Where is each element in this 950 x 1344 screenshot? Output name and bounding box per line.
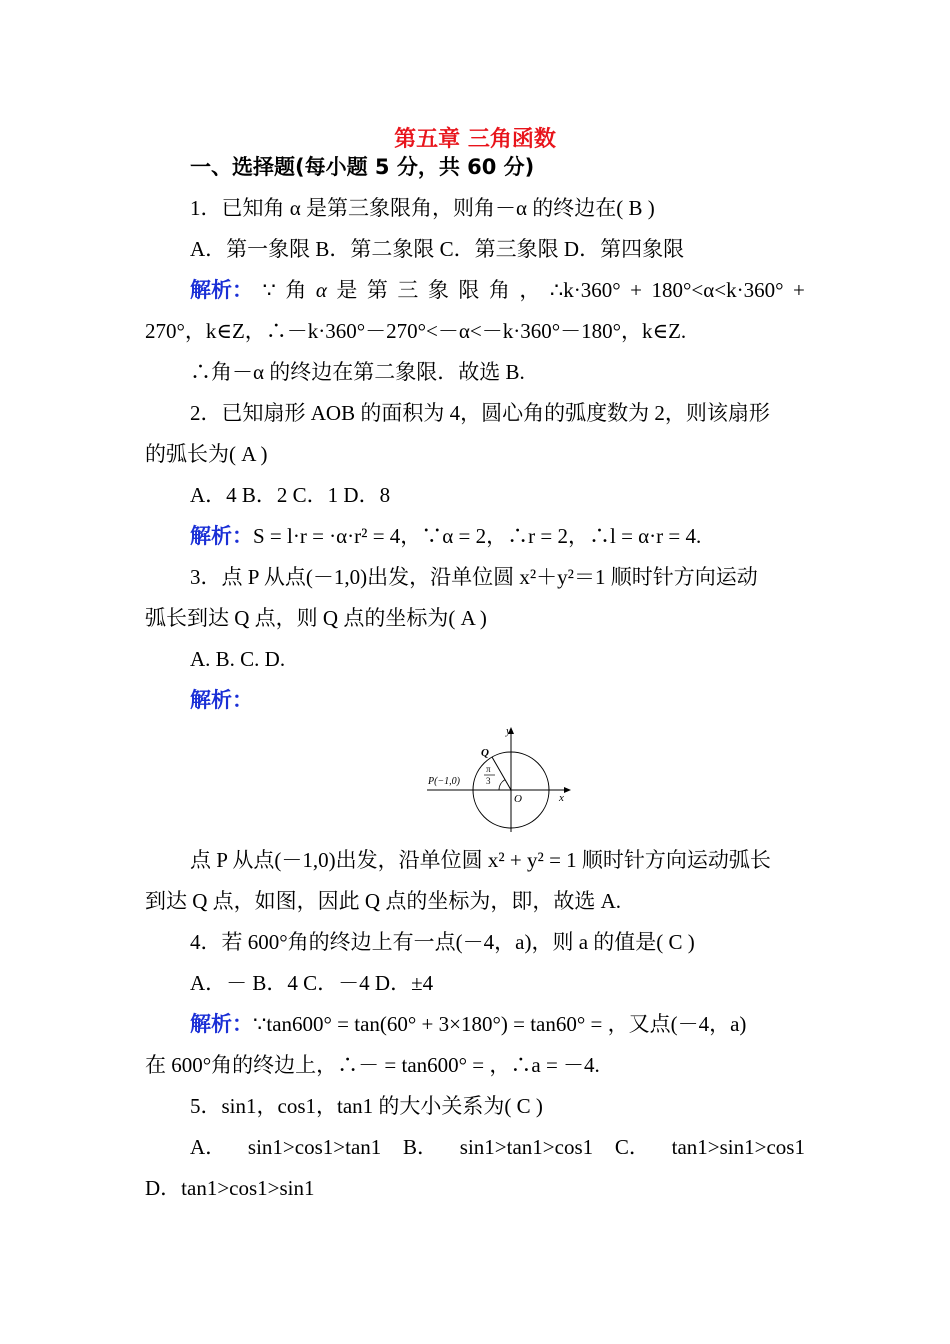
q4-solution-line1 — [190, 1009, 746, 1039]
q3-solution-line1: 点 P 从点(－1,0)出发，沿单位圆 x² + y² = 1 顺时针方向运动弧长 — [190, 848, 771, 872]
sol-token: 三 — [397, 278, 419, 302]
q2-options: A．4 B．2 C．1 D．8 — [190, 483, 391, 507]
sol-token: 角 — [285, 278, 307, 302]
solution-label: 解析： — [190, 688, 253, 712]
q-point-label: Q — [481, 747, 489, 759]
option-text: sin1>tan1>cos1 — [459, 1135, 594, 1159]
q3-solution-label — [190, 685, 253, 715]
unit-circle-figure — [425, 722, 575, 834]
radius-oq — [492, 757, 511, 790]
q1-options: A．第一象限 B．第二象限 C．第三象限 D．第四象限 — [190, 237, 685, 261]
solution-label: 解析： — [190, 1012, 253, 1036]
chapter-title: 第五章 三角函数 — [394, 127, 556, 152]
option-letter: C． — [614, 1135, 650, 1159]
q5-stem: 5．sin1，cos1，tan1 的大小关系为( C ) — [190, 1094, 543, 1118]
sol-token: + — [793, 278, 805, 302]
q4-solution-line2: 在 600°角的终边上，∴－ = tan600° = ，∴a = －4. — [145, 1053, 600, 1077]
q3-options: A. B. C. D. — [190, 647, 286, 671]
x-axis-label: x — [559, 792, 564, 804]
q3-stem-line2: 弧长到达 Q 点，则 Q 点的坐标为( A ) — [145, 606, 487, 630]
q5-options-line1 — [190, 1132, 805, 1162]
sol-token: + — [630, 278, 643, 302]
angle-numerator: π — [486, 764, 491, 774]
angle-denominator: 3 — [486, 776, 491, 786]
y-axis-label: y — [506, 725, 511, 737]
q1-solution-line3: ∴角－α 的终边在第二象限．故选 B. — [190, 360, 525, 384]
q4-solution-text: ∵tan600° = tan(60° + 3×180°) = tan60° = ，又点(－4，a) — [253, 1012, 747, 1036]
q2-solution-text: S = l·r = ·α·r² = 4，∵α = 2，∴r = 2，∴l = α·r = 4. — [253, 524, 702, 548]
option-letter: A． — [190, 1135, 227, 1159]
q2-stem-line1: 2．已知扇形 AOB 的面积为 4，圆心角的弧度数为 2，则该扇形 — [190, 401, 770, 425]
sol-token: ， — [519, 278, 541, 302]
origin-label: O — [514, 793, 522, 805]
q4-stem: 4．若 600°角的终边上有一点(－4，a)，则 a 的值是( C ) — [190, 930, 695, 954]
option-letter: B． — [403, 1135, 439, 1159]
solution-label: 解析： — [190, 278, 253, 302]
q1-solution-line2: 270°，k∈Z，∴－k·360°－270°<－α<－k·360°－180°，k∈Z. — [145, 319, 687, 343]
sol-token: 180°<α<k·360° — [651, 278, 784, 302]
q3-stem-line1: 3．点 P 从点(－1,0)出发，沿单位圆 x²＋y²＝1 顺时针方向运动 — [190, 565, 758, 589]
q2-stem-line2: 的弧长为( A ) — [145, 442, 268, 466]
section-heading: 一、选择题(每小题 5 分，共 60 分) — [190, 155, 535, 179]
sol-token: 第 — [366, 278, 388, 302]
sol-token: 限 — [458, 278, 480, 302]
sol-token: 是 — [336, 278, 358, 302]
sol-token: ∵ — [262, 278, 276, 302]
x-axis-arrow — [564, 787, 571, 793]
angle-arc — [499, 780, 505, 790]
q1-stem: 1．已知角 α 是第三象限角，则角－α 的终边在( B ) — [190, 196, 655, 220]
q4-options: A．－ B．4 C．－4 D．±4 — [190, 971, 434, 995]
sol-token: 象 — [427, 278, 449, 302]
solution-label: 解析： — [190, 524, 253, 548]
sol-token: 角 — [488, 278, 510, 302]
sol-token: α — [315, 278, 327, 302]
q3-solution-line2: 到达 Q 点，如图，因此 Q 点的坐标为，即，故选 A. — [145, 889, 621, 913]
sol-token: ∴k·360° — [549, 278, 621, 302]
q5-options-line2: D．tan1>cos1>sin1 — [145, 1176, 315, 1200]
p-point-label: P(−1,0) — [428, 776, 461, 787]
option-text: tan1>sin1>cos1 — [671, 1135, 805, 1159]
q1-solution-line1 — [190, 275, 805, 305]
q2-solution — [190, 521, 701, 551]
option-text: sin1>cos1>tan1 — [247, 1135, 382, 1159]
